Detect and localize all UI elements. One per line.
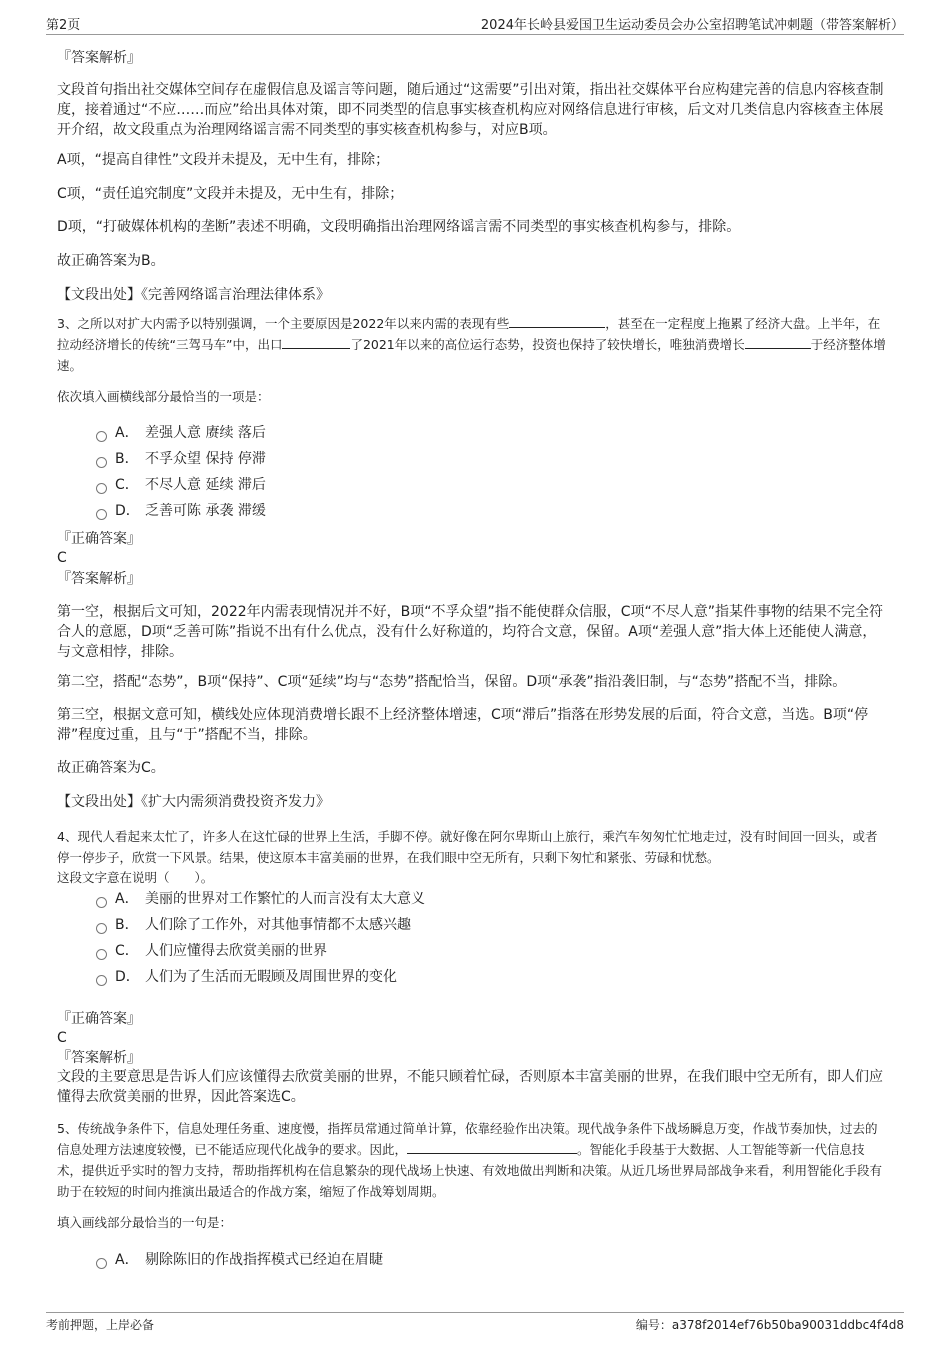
radio-icon[interactable] [96, 509, 107, 520]
q2-analysis-p1: 文段首句指出社交媒体空间存在虚假信息及谣言等问题，随后通过“这需要”引出对策，指出社交媒体平台应构建完善的信息内容核查制度，接着通过“不应……而应”给出具体对策，即不同类型的信息事实核查机构应对网络信息进行审核，后文对几类信息内容核查主体展开介绍，故文段重点为治理网络谣言需不同类型的事实核查机构参与，对应B项。 [57, 82, 884, 138]
q3-answer-label: 『正确答案』 [57, 531, 141, 547]
page-number: 第2页 [46, 18, 81, 33]
q3-stem-part4: 于经济整体增速。 [57, 337, 886, 373]
q4-option-c[interactable]: C． 人们应懂得去欣赏美丽的世界 [96, 941, 327, 961]
q3-option-d[interactable]: D． 乏善可陈 承袭 滞缓 [96, 501, 266, 521]
q3-analysis-p1: 第一空，根据后文可知，2022年内需表现情况并不好，B项“不孚众望”指不能使群众信服，C项“不尽人意”指某件事物的结果不完全符合人的意愿，D项“乏善可陈”指说不出有什么优点，没有什么好称道的，均符合文意，保留。A项“差强人意”指大体上还能使人满意，与文意相悖，排除。 [57, 604, 884, 660]
document-title: 2024年长岭县爱国卫生运动委员会办公室招聘笔试冲刺题（带答案解析） [480, 18, 904, 33]
q3-stem-part3: 了2021年以来的高位运行态势，投资也保持了较快增长，唯独消费增长 [350, 337, 745, 352]
q4-answer-label: 『正确答案』 [57, 1011, 141, 1027]
q4-option-b[interactable]: B． 人们除了工作外，对其他事情都不太感兴趣 [96, 915, 411, 935]
q3-stem [57, 313, 887, 376]
q3-blank-3 [745, 336, 811, 349]
q3-prompt: 依次填入画横线部分最恰当的一项是： [57, 389, 270, 404]
q3-source: 【文段出处】《扩大内需须消费投资齐发力》 [57, 794, 330, 810]
radio-icon[interactable] [96, 923, 107, 934]
radio-icon[interactable] [96, 457, 107, 468]
q5-prompt: 填入画线部分最恰当的一句是： [57, 1215, 233, 1230]
q5-blank [407, 1141, 577, 1154]
q2-analysis-c: C项，“责任追究制度”文段并未提及，无中生有，排除； [57, 186, 404, 202]
radio-icon[interactable] [96, 975, 107, 986]
q3-blank-1 [509, 315, 605, 328]
q4-option-d[interactable]: D． 人们为了生活而无暇顾及周围世界的变化 [96, 967, 397, 987]
q3-analysis-p2: 第二空，搭配“态势”，B项“保持”、C项“延续”均与“态势”搭配恰当，保留。D项“承袭”指沿袭旧制，与“态势”搭配不当，排除。 [57, 674, 847, 690]
q3-option-c[interactable]: C． 不尽人意 延续 滞后 [96, 475, 266, 495]
document-id: 编号：a378f2014ef76b50ba90031ddbc4f4d8 [635, 1318, 904, 1332]
q4-analysis: 文段的主要意思是告诉人们应该懂得去欣赏美丽的世界，不能只顾着忙碌，否则原本丰富美丽的世界，在我们眼中空无所有，即人们应懂得去欣赏美丽的世界，因此答案选C。 [57, 1069, 883, 1105]
q2-source: 【文段出处】《完善网络谣言治理法律体系》 [57, 287, 330, 303]
q4-answer: C [57, 1030, 67, 1046]
radio-icon[interactable] [96, 897, 107, 908]
footer-slogan: 考前押题，上岸必备 [46, 1318, 155, 1332]
q2-analysis-d: D项，“打破媒体机构的垄断”表述不明确，文段明确指出治理网络谣言需不同类型的事实核查机构参与，排除。 [57, 219, 741, 235]
q3-blank-2 [282, 336, 350, 349]
radio-icon[interactable] [96, 1258, 107, 1269]
q4-analysis-label: 『答案解析』 [57, 1050, 141, 1066]
radio-icon[interactable] [96, 949, 107, 960]
q3-answer: C [57, 550, 67, 566]
q5-stem-part1: 5、传统战争条件下，信息处理任务重、速度慢，指挥员常通过简单计算，依靠经验作出决策。现代战争条件下战场瞬息万变，作战节奏加快，过去的信息处理方法速度较慢，已不能适应现代化战争的要求。因此， [57, 1121, 878, 1157]
page-header [46, 14, 904, 35]
q3-stem-part2: ，甚至在一定程度上拖累了经济大盘。上半年，在拉动经济增长的传统“三驾马车”中，出口 [57, 316, 881, 352]
q2-analysis-label: 『答案解析』 [57, 50, 141, 66]
q2-analysis-a: A项，“提高自律性”文段并未提及，无中生有，排除； [57, 152, 390, 168]
q4-stem: 4、现代人看起来太忙了，许多人在这忙碌的世界上生活，手脚不停。就好像在阿尔卑斯山上旅行，乘汽车匆匆忙忙地走过，没有时间回一回头，或者停一停步子，欣赏一下风景。结果，使这原本丰富美丽的世界，在我们眼中空无所有，只剩下匆忙和紧张、劳碌和忧愁。 [57, 829, 878, 865]
q3-option-b[interactable]: B． 不孚众望 保持 停滞 [96, 449, 266, 469]
q5-stem-part2: 。智能化手段基于大数据、人工智能等新一代信息技术，提供近乎实时的智力支持，帮助指挥机构在信息繁杂的现代战场上快速、有效地做出判断和决策。从近几场世界局部战争来看，利用智能化手段有助于在较短的时间内推演出最适合的作战方案，缩短了作战筹划周期。 [57, 1142, 883, 1199]
q4-prompt: 这段文字意在说明（ ）。 [57, 870, 214, 885]
q3-option-a[interactable]: A． 差强人意 赓续 落后 [96, 423, 266, 443]
q3-analysis-label: 『答案解析』 [57, 571, 141, 587]
q4-option-a[interactable]: A． 美丽的世界对工作繁忙的人而言没有太大意义 [96, 889, 425, 909]
q2-analysis-end: 故正确答案为B。 [57, 253, 165, 269]
q5-stem [57, 1118, 887, 1202]
radio-icon[interactable] [96, 431, 107, 442]
q5-option-a[interactable]: A． 剔除陈旧的作战指挥模式已经迫在眉睫 [96, 1250, 383, 1270]
q3-analysis-p3: 第三空，根据文意可知，横线处应体现消费增长跟不上经济整体增速，C项“滞后”指落在形势发展的后面，符合文意，当选。B项“停滞”程度过重，且与“于”搭配不当，排除。 [57, 707, 869, 743]
page-footer [46, 1312, 904, 1332]
radio-icon[interactable] [96, 483, 107, 494]
q3-analysis-end: 故正确答案为C。 [57, 760, 165, 776]
q3-stem-part1: 3、之所以对扩大内需予以特别强调，一个主要原因是2022年以来内需的表现有些 [57, 316, 510, 331]
